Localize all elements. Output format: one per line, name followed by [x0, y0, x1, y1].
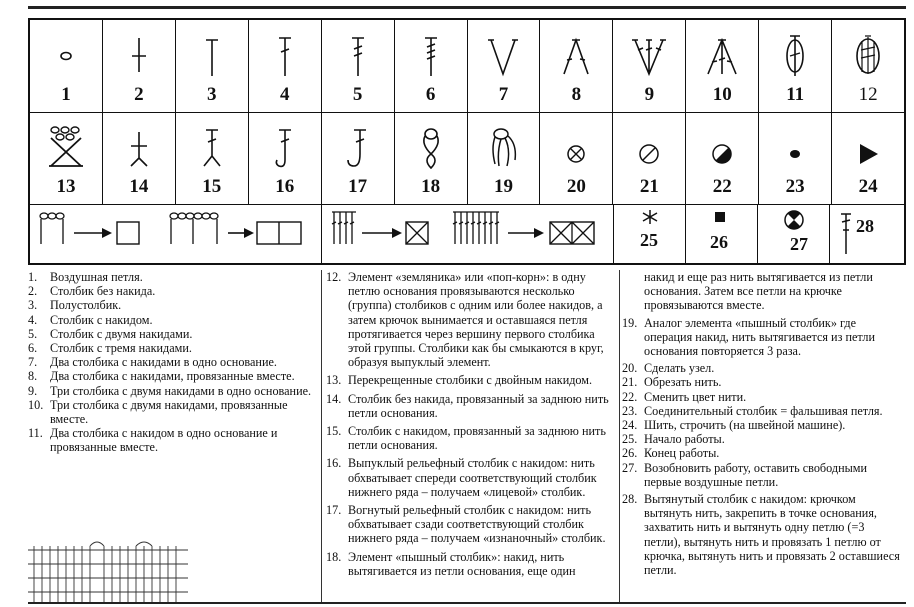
back-loop-dc-icon — [196, 124, 228, 172]
top-rule — [28, 6, 906, 9]
cut-yarn-icon — [633, 124, 665, 172]
symbol-number: 27 — [790, 234, 808, 254]
legend-item: 6. Столбик с тремя накидами. — [28, 341, 192, 356]
column-divider — [321, 270, 322, 602]
symbol-cell-20 — [540, 112, 613, 204]
legend-item: 15. Столбик с накидом, провязанный за заднюю нить петли основания. — [326, 424, 606, 453]
legend-column-2 — [326, 270, 618, 578]
symbol-cell-23 — [759, 112, 832, 204]
legend-item: 21. Обрезать нить. — [622, 375, 722, 390]
symbol-number: 4 — [279, 84, 290, 105]
symbol-number: 16 — [275, 176, 295, 197]
symbol-number: 6 — [425, 84, 436, 105]
symbol-cell-18 — [395, 112, 468, 204]
sew-icon — [852, 124, 884, 172]
symbol-cell-5 — [322, 20, 395, 112]
symbol-number: 3 — [207, 84, 217, 105]
resume-work-icon — [758, 204, 830, 236]
symbol-number: 1 — [61, 84, 71, 105]
symbol-cell-3 — [176, 20, 249, 112]
symbol-number: 10 — [712, 84, 732, 105]
symbol-cell-26 — [686, 204, 758, 263]
symbol-number: 25 — [640, 230, 658, 250]
front-post-dc-icon — [269, 124, 301, 172]
treble-crochet-icon — [343, 32, 373, 80]
symbol-cell-24 — [832, 112, 904, 204]
symbol-row-2 — [30, 112, 904, 205]
legend-item: накид и еще раз нить вытягивается из петли основания. Затем все петли на крючке провязываются вместе. — [644, 270, 873, 313]
legend-item: 25. Начало работы. — [622, 432, 725, 447]
symbol-cell-11 — [759, 20, 832, 112]
legend-item: 2. Столбик без накида. — [28, 284, 156, 299]
single-crochet-icon — [124, 32, 154, 76]
legend-item: 10. Три столбика с двумя накидами, провязанные вместе. — [28, 397, 288, 427]
symbol-cell-6 — [395, 20, 468, 112]
legend-item: 1. Воздушная петля. — [28, 270, 143, 284]
puff-icon — [778, 32, 812, 80]
legend-item: 13. Перекрещенные столбики с двойным накидом. — [326, 373, 593, 388]
symbol-cell-25 — [614, 204, 686, 263]
legend-item: 20. Сделать узел. — [622, 361, 715, 376]
legend-item: 7. Два столбика с накидами в одно основание. — [28, 355, 277, 370]
back-loop-sc-icon — [123, 124, 155, 172]
symbol-row-1 — [30, 20, 904, 113]
symbol-cell-10 — [686, 20, 759, 112]
symbol-number: 7 — [498, 84, 509, 105]
symbol-number: 15 — [202, 176, 222, 197]
symbol-number: 20 — [566, 176, 586, 197]
dc-to-crossed-square-diagram — [322, 204, 614, 263]
slip-stitch-icon — [779, 124, 811, 172]
legend-item: 27. Возобновить работу, оставить свободными первые воздушные петли. — [622, 460, 868, 489]
legend-item: 28. Вытянутый столбик с накидом: крючком вытянуть нить, закрепить в точке основания, захватить нить и вытянуть одну петлю (=3 петли), вытянуть нить и провязать 1 петлю от крючка, вытянуть нить и провязать 2 оставшиеся петли. — [622, 492, 900, 578]
dc-square-icon — [322, 204, 614, 263]
double-treble-icon — [416, 32, 446, 80]
column-divider — [619, 270, 620, 602]
symbol-cell-1 — [30, 20, 103, 112]
chain-to-square-diagram — [30, 204, 322, 263]
half-double-crochet-icon — [197, 32, 227, 80]
symbol-cell-2 — [103, 20, 176, 112]
symbol-cell-4 — [249, 20, 322, 112]
symbol-number: 26 — [710, 232, 728, 252]
cluster-icon — [702, 32, 742, 80]
dc2tog-icon — [558, 32, 594, 80]
legend-item: 11. Два столбика с накидом в одно основание и провязанные вместе. — [28, 426, 278, 455]
bottom-rule — [28, 602, 906, 604]
symbol-number: 21 — [639, 176, 659, 197]
symbol-number: 17 — [348, 176, 368, 197]
symbol-cell-12 — [832, 20, 904, 112]
legend-item: 26. Конец работы. — [622, 446, 720, 461]
symbol-number: 23 — [785, 176, 805, 197]
symbol-cell-28 — [830, 204, 904, 263]
change-color-icon — [706, 124, 738, 172]
legend-item: 22. Сменить цвет нити. — [622, 389, 747, 404]
symbol-number: 5 — [352, 84, 363, 105]
legend-item: 3. Полустолбик. — [28, 298, 122, 313]
symbol-number: 22 — [712, 176, 732, 197]
symbol-number: 12 — [858, 84, 878, 105]
legend-item: 16. Выпуклый рельефный столбик с накидом: нить обхватывает спереди соответствующий столбик нижнего ряда – получаем «лицевой» столбик. — [326, 456, 597, 499]
legend-item: 18. Элемент «пышный столбик»: накид, нить вытягивается из петли основания, еще один — [326, 549, 576, 578]
symbol-cell-17 — [322, 112, 395, 204]
symbol-number: 9 — [644, 84, 655, 105]
symbol-cell-21 — [613, 112, 686, 204]
symbol-cell-22 — [686, 112, 759, 204]
legend-item: 9. Три столбика с двумя накидами в одно основание. — [28, 383, 312, 398]
legend-item: 5. Столбик с двумя накидами. — [28, 326, 193, 341]
chain-stitch-icon — [51, 32, 81, 72]
shell-icon — [629, 32, 669, 80]
legend-item: 12. Элемент «земляника» или «поп-корн»: в одну петлю основания провязываются несколько (группа) столбиков с одним или более накидов, а затем крючок вынимается и оставшаяся петля протягивается через вершину первого столбика этой группы. Столбики как бы смыкаются в круг, образуя выпуклый элемент. — [326, 270, 604, 370]
legend-column-3 — [622, 270, 904, 577]
chain-square-icon — [30, 204, 322, 263]
symbol-cell-14 — [103, 112, 176, 204]
back-post-dc-icon — [342, 124, 374, 172]
symbol-table — [28, 18, 906, 265]
bobble-icon — [485, 124, 521, 172]
legend-item: 8. Два столбика с накидами, провязанные вместе. — [28, 369, 295, 384]
v-stitch-icon — [485, 32, 521, 80]
legend-item: 23. Соединительный столбик = фальшивая петля. — [622, 403, 883, 418]
symbol-cell-8 — [540, 20, 613, 112]
popcorn-icon — [851, 32, 885, 80]
symbol-cell-16 — [249, 112, 322, 204]
symbol-number: 19 — [493, 176, 513, 197]
symbol-cell-13 — [30, 112, 103, 204]
symbol-number: 13 — [56, 176, 76, 197]
legend-item: 14. Столбик без накида, провязанный за заднюю нить петли основания. — [326, 391, 609, 420]
pattern-thumbnail-image — [28, 540, 188, 602]
symbol-row-3 — [30, 204, 904, 263]
symbol-number: 11 — [786, 84, 805, 105]
symbol-cell-9 — [613, 20, 686, 112]
crossed-stitches-icon — [43, 124, 89, 172]
symbol-number: 28 — [856, 216, 874, 236]
legend-item: 17. Вогнутый рельефный столбик с накидом: нить обхватывает сзади соответствующий столбик нижнего ряда – получаем «изнаночный» столбик. — [326, 503, 606, 546]
square-end-icon — [686, 204, 758, 234]
legend-item: 19. Аналог элемента «пышный столбик» где операция накид, нить вытягивается из петли основания повторяется 3 раза. — [622, 315, 875, 359]
symbol-number: 14 — [129, 176, 149, 197]
symbol-cell-7 — [468, 20, 541, 112]
legend-column-1 — [28, 270, 318, 455]
symbol-number: 8 — [571, 84, 582, 105]
symbol-number: 18 — [421, 176, 441, 197]
puff-stitch-icon — [415, 124, 447, 172]
knot-icon — [560, 124, 592, 172]
symbol-cell-15 — [176, 112, 249, 204]
symbol-cell-19 — [468, 112, 541, 204]
symbol-number: 24 — [858, 176, 878, 197]
legend-item: 4. Столбик с накидом. — [28, 312, 153, 327]
legend-item: 24. Шить, строчить (на швейной машине). — [622, 418, 846, 433]
symbol-number: 2 — [134, 84, 144, 105]
symbol-cell-27 — [758, 204, 830, 263]
double-crochet-icon — [270, 32, 300, 80]
